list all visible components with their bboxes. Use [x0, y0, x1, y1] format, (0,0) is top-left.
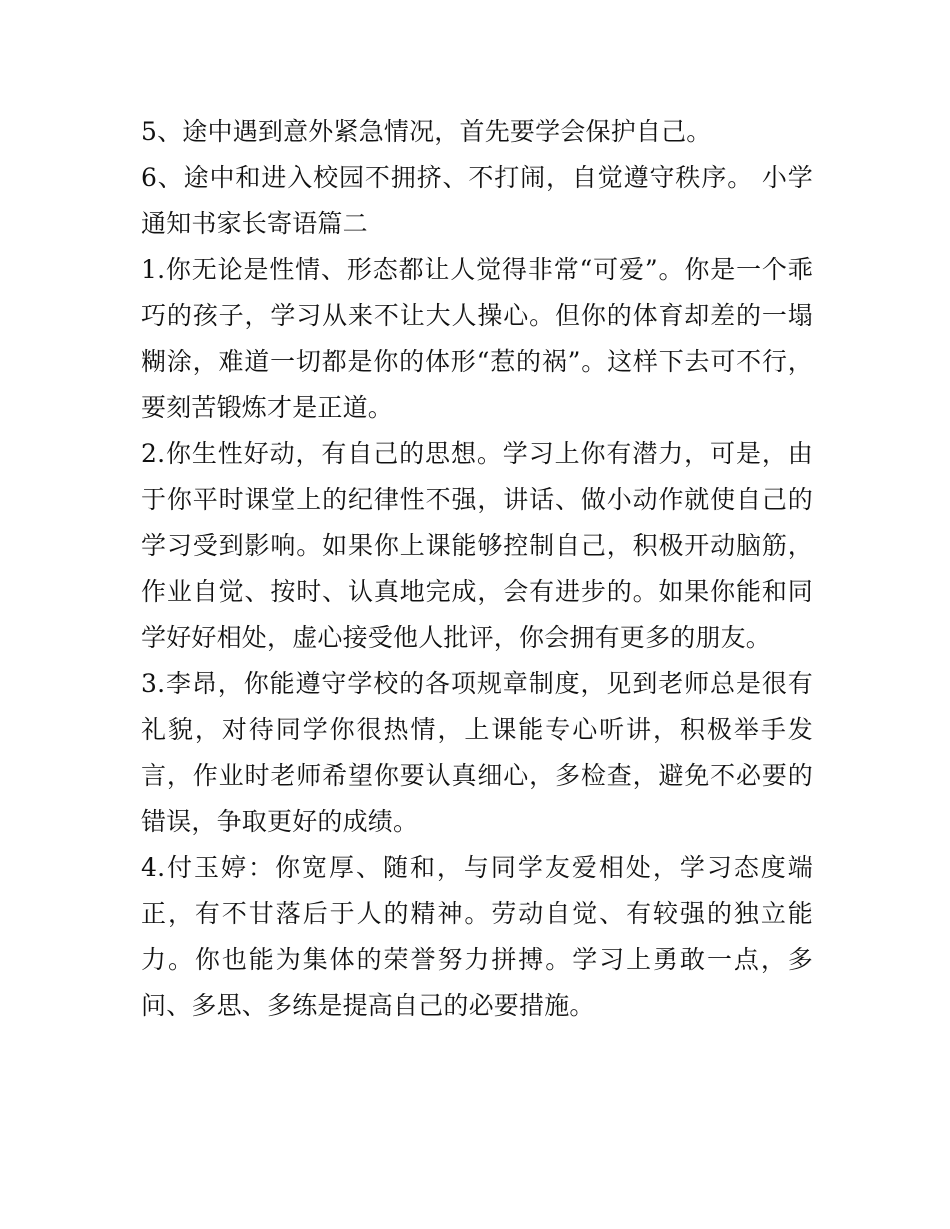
- document-body: [141, 109, 813, 1029]
- paragraph-comment-2: 2.你生性好动，有自己的思想。学习上你有潜力，可是，由于你平时课堂上的纪律性不强，讲话、做小动作就使自己的学习受到影响。如果你上课能够控制自己，积极开动脑筋，作业自觉、按时、认真地完成，会有进步的。如果你能和同学好好相处，虚心接受他人批评，你会拥有更多的朋友。: [141, 439, 813, 652]
- paragraph-comment-1: 1.你无论是性情、形态都让人觉得非常“可爱”。你是一个乖巧的孩子，学习从来不让大人操心。但你的体育却差的一塌糊涂，难道一切都是你的体形“惹的祸”。这样下去可不行，要刻苦锻炼才是正道。: [141, 255, 813, 422]
- paragraph-comment-4: 4.付玉婷：你宽厚、随和，与同学友爱相处，学习态度端正，有不甘落后于人的精神。劳动自觉、有较强的独立能力。你也能为集体的荣誉努力拼搏。学习上勇敢一点，多问、多思、多练是提高自己的必要措施。: [141, 853, 813, 1020]
- paragraph-item-5: 5、途中遇到意外紧急情况，首先要学会保护自己。: [141, 117, 712, 146]
- paragraph-item-6-with-heading: 6、途中和进入校园不拥挤、不打闹，自觉遵守秩序。 小学通知书家长寄语篇二: [141, 163, 813, 238]
- paragraph-comment-3: 3.李昂，你能遵守学校的各项规章制度，见到老师总是很有礼貌，对待同学你很热情，上课能专心听讲，积极举手发言，作业时老师希望你要认真细心，多检查，避免不必要的错误，争取更好的成绩。: [141, 669, 813, 836]
